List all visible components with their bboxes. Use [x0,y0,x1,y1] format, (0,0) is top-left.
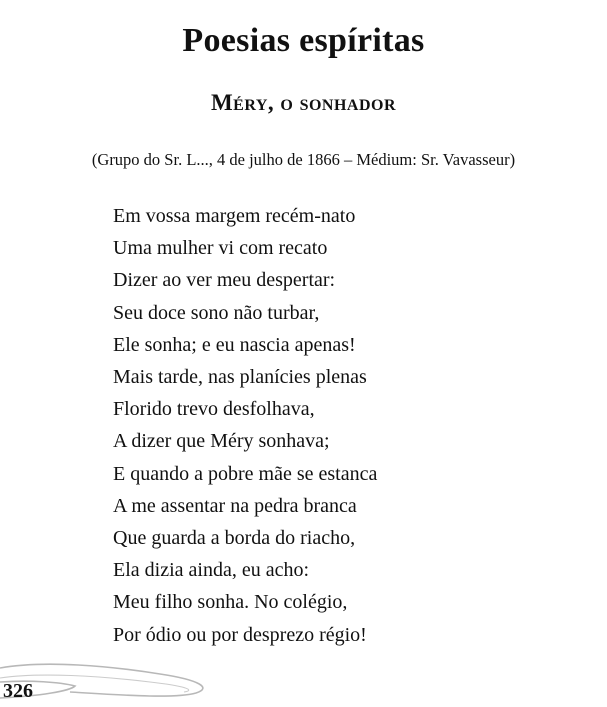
poem-line: E quando a pobre mãe se estanca [113,462,378,485]
poem-line: Dizer ao ver meu despertar: [113,269,336,292]
page-title: Poesias espíritas [182,22,425,59]
poem-line: Ela dizia ainda, eu acho: [113,559,310,582]
poem-line: A dizer que Méry sonhava; [113,430,330,453]
poem-line: Ele sonha; e eu nascia apenas! [113,333,356,356]
page-number: 326 [3,680,33,702]
poem-line: Meu filho sonha. No colégio, [113,591,348,614]
poem-line: Que guarda a borda do riacho, [113,527,356,550]
swoosh-ornament-icon [0,658,220,707]
poem-line: Florido trevo desfolhava, [113,398,315,421]
poem-title: Méry, o sonhador [210,90,397,115]
poem-line: Uma mulher vi com recato [113,237,328,260]
poem-line: Em vossa margem recém-nato [113,205,356,227]
poem-line: Seu doce sono não turbar, [113,301,320,324]
poem-line: Mais tarde, nas planícies plenas [113,366,367,389]
poem-line: A me assentar na pedra branca [113,494,357,517]
poem-byline: (Grupo do Sr. L..., 4 de julho de 1866 – Médium: Sr. Vavasseur) [91,150,516,169]
poem-body [113,200,377,651]
poem-line: Por ódio ou por desprezo régio! [113,623,367,646]
